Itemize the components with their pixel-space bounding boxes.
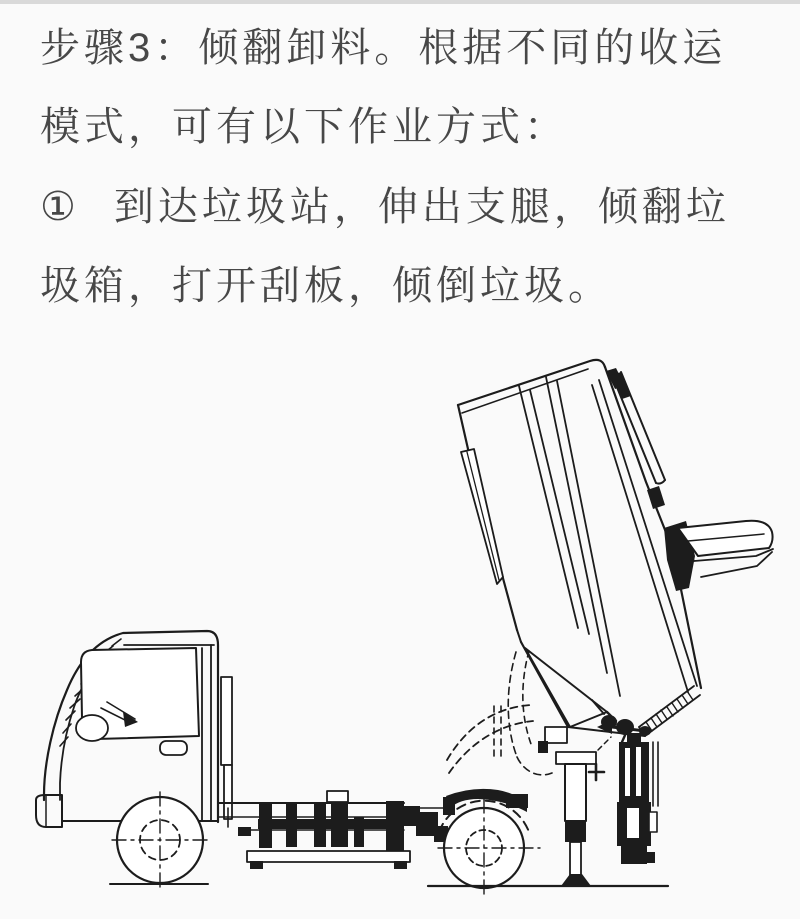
scraper-strip	[639, 686, 700, 736]
rear-wheel	[438, 789, 540, 898]
cab	[36, 631, 232, 827]
front-bumper	[36, 795, 62, 827]
outrigger-foot	[561, 874, 591, 886]
door-handle	[160, 741, 187, 755]
step-title-line-1: 步骤3：倾翻卸料。根据不同的收运	[40, 26, 727, 70]
front-wheel	[112, 792, 208, 889]
container-guide-bar	[612, 372, 665, 509]
list-item-line-2: 圾箱，打开刮板，倾倒垃圾。	[40, 264, 612, 308]
hydraulic-cylinder	[617, 733, 658, 864]
driver-seat	[76, 715, 108, 741]
step-title-line-2: 模式，可有以下作业方式：	[40, 105, 568, 149]
cab-back-panel	[221, 677, 232, 765]
hopper-plate	[525, 648, 607, 727]
list-item-marker: ①	[40, 185, 80, 229]
container-prop-rod	[461, 449, 503, 584]
chassis-subframe	[218, 791, 448, 869]
driveline	[404, 806, 448, 842]
subframe-skid	[247, 851, 410, 862]
list-item-text-1: 到达垃圾站，伸出支腿，倾翻垃	[113, 185, 730, 229]
lift-linkage	[447, 700, 645, 780]
